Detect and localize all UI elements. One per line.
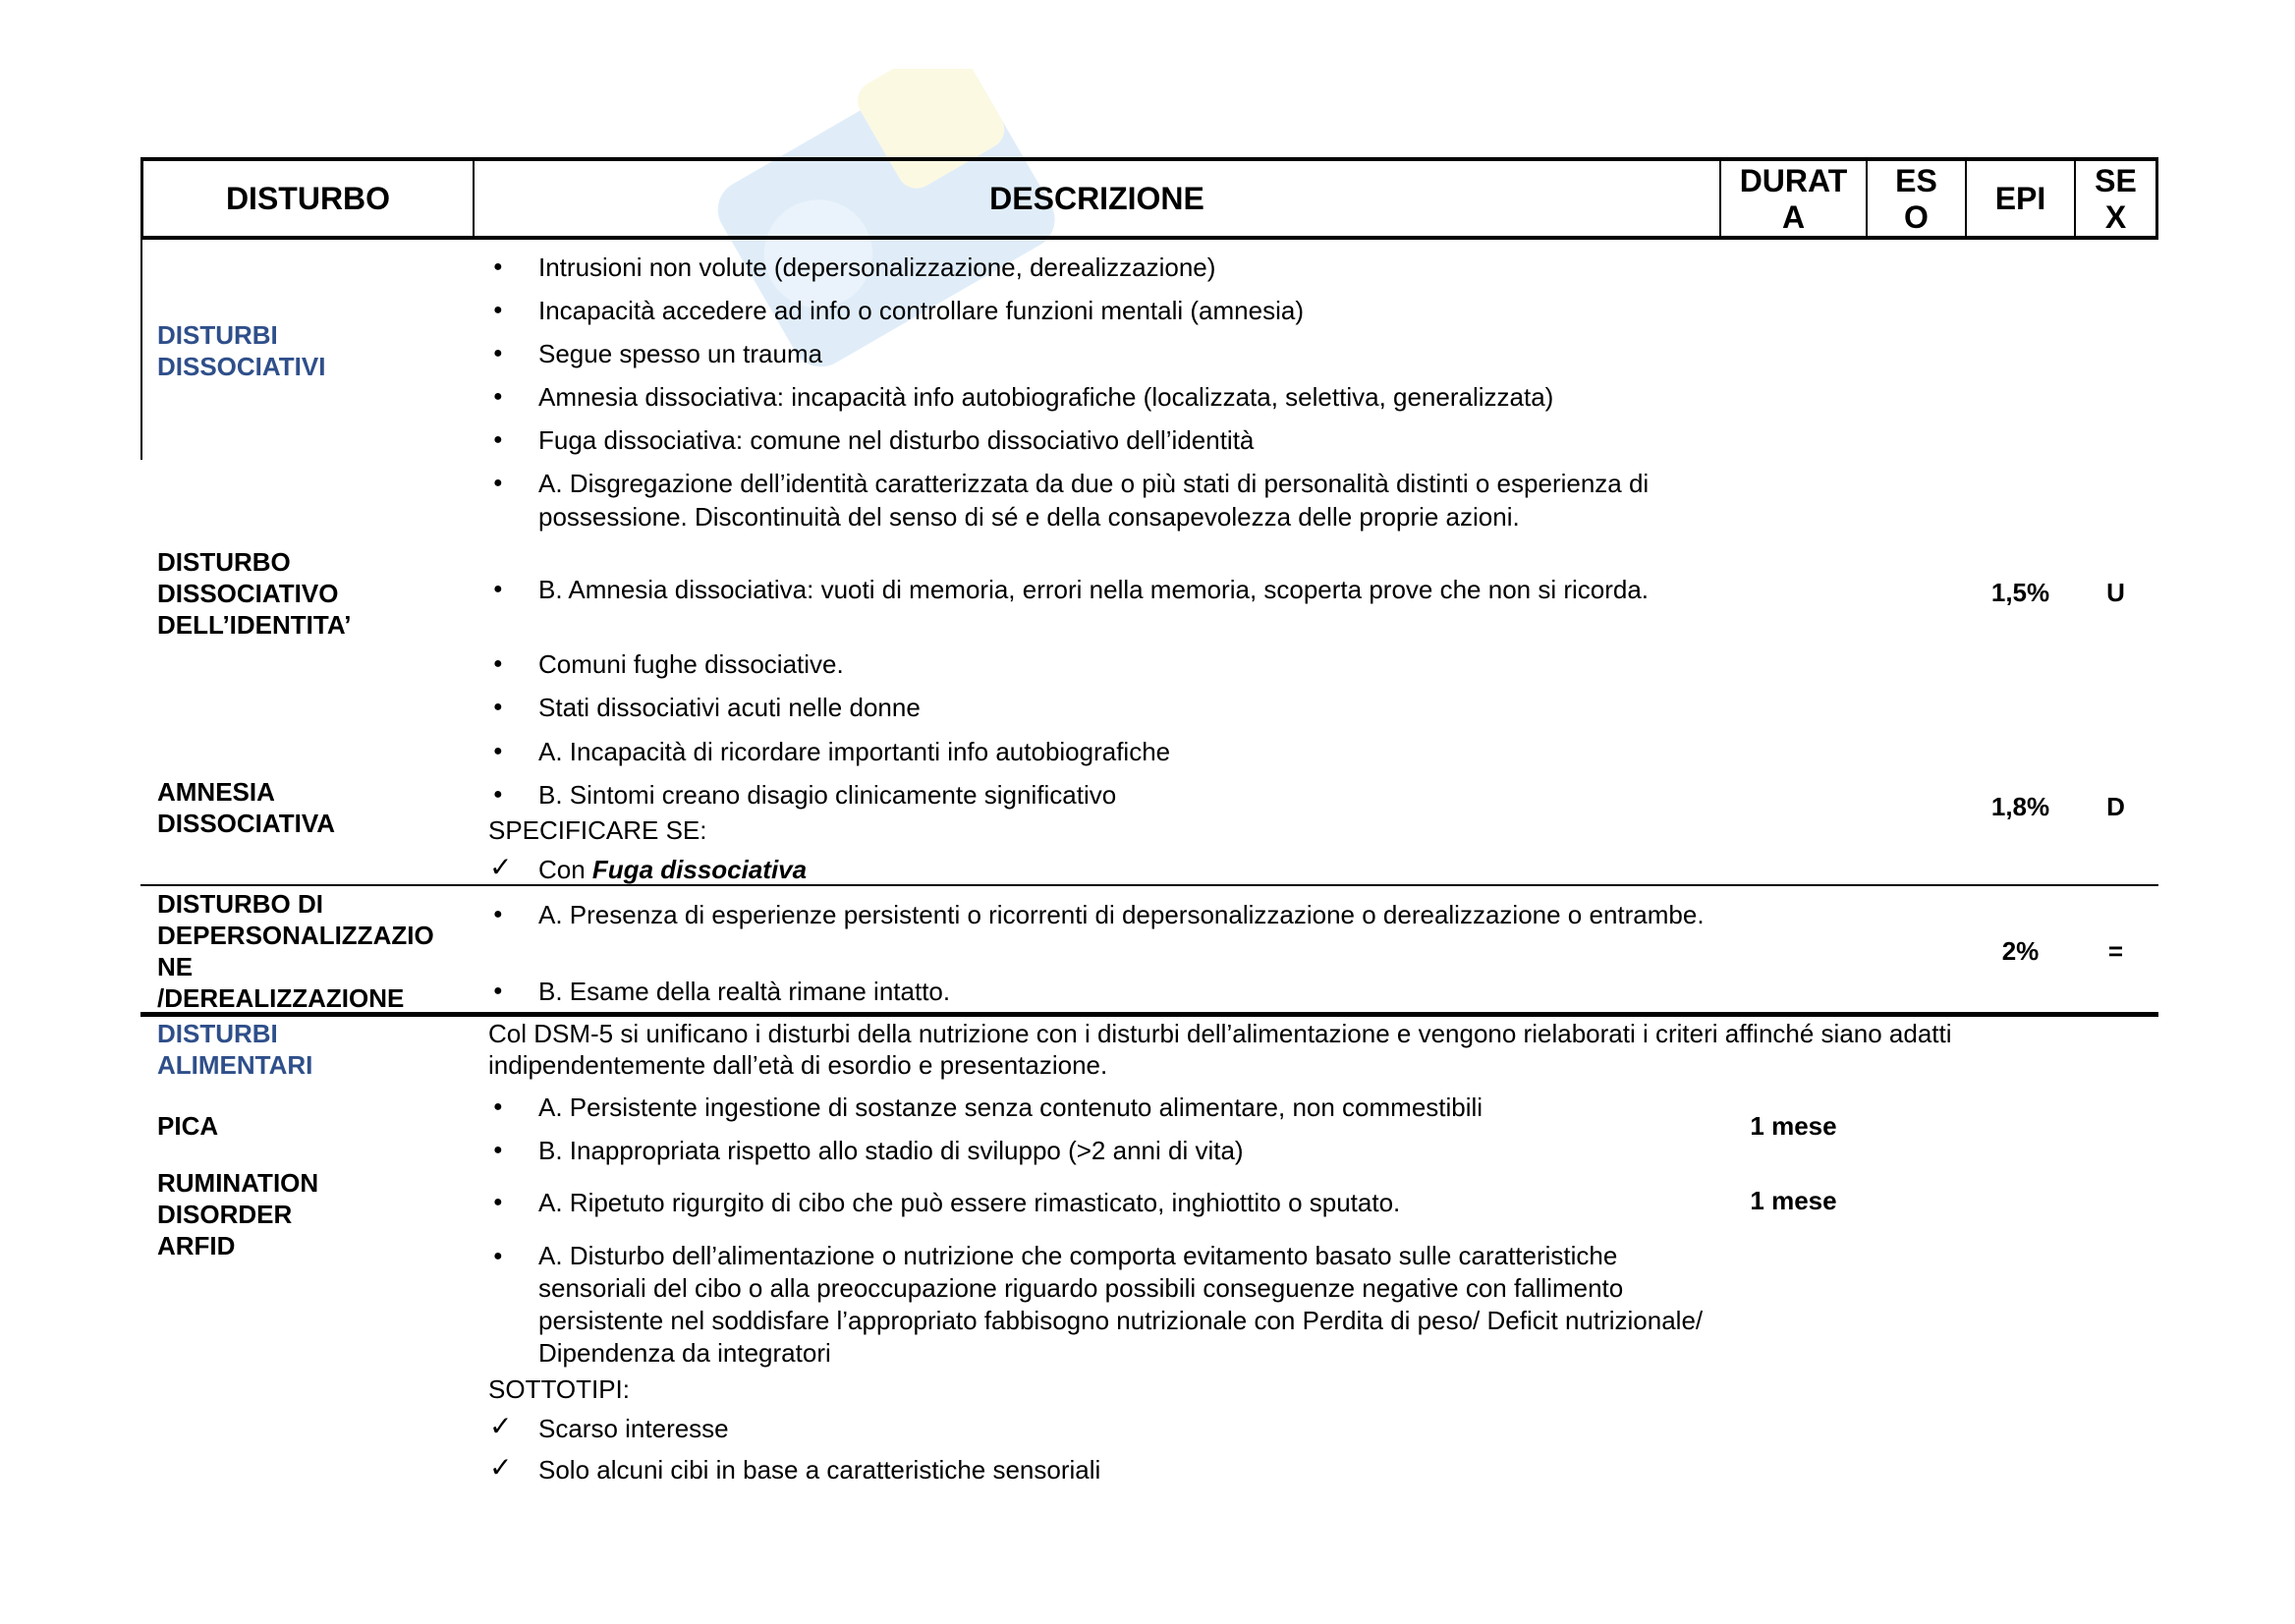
first-row-left-border [140, 240, 142, 460]
header-right-border [2155, 157, 2158, 240]
section-title-pica: PICA [157, 1111, 219, 1141]
sex-value-amnesia: D [2106, 792, 2125, 821]
specify-label: SPECIFICARE SE: [488, 815, 707, 845]
sex-value-depersonalizzazione: = [2107, 936, 2124, 966]
row-divider-alimentari [140, 1012, 2158, 1017]
list-item: ● B. Sintomi creano disagio clinicamente significativo [538, 778, 1116, 812]
epi-value-depersonalizzazione: 2% [2001, 936, 2040, 966]
table-top-border [140, 157, 2158, 161]
section-title-arfid: ARFID [157, 1231, 236, 1260]
section-title-alimentari: DISTURBI ALIMENTARI [157, 1019, 313, 1080]
header-esordio: ES O [1895, 163, 1937, 235]
header-epi: EPI [1994, 181, 2046, 216]
header-disturbo: DISTURBO [225, 181, 391, 216]
list-item: ● B. Esame della realtà rimane intatto. [538, 975, 950, 1008]
list-item: ● Fuga dissociativa: comune nel disturbo dissociativo dell’identità [538, 423, 1254, 457]
list-item: ● B. Inappropriata rispetto allo stadio di sviluppo (>2 anni di vita) [538, 1134, 1244, 1167]
list-item: ● A. Presenza di esperienze persistenti o ricorrenti di depersonalizzazione o derealizzazione o entrambe. [538, 897, 1717, 932]
list-item: ● A. Disturbo dell’alimentazione o nutrizione che comporta evitamento basato sulle caratteristiche sensoriali del cibo o alla preoccupazione riguardo possibili conseguenze negative con fallimento persistente nel soddisfare l’appropriato fabbisogno nutrizionale con Perdita di peso/ Deficit nutrizionale/ Dipendenza da integratori [538, 1240, 1717, 1370]
list-item: ● A. Persistente ingestione di sostanze senza contenuto alimentare, non commestibili [538, 1091, 1483, 1124]
section-title-amnesia: AMNESIA DISSOCIATIVA [157, 777, 336, 838]
list-item: ● B. Amnesia dissociativa: vuoti di memoria, errori nella memoria, scoperta prove che non si ricorda. [538, 573, 1717, 606]
list-item: ● Comuni fughe dissociative. [538, 647, 844, 681]
section-title-rumination: RUMINATION DISORDER [157, 1168, 319, 1229]
alimentari-intro: Col DSM-5 si unificano i disturbi della nutrizione con i disturbi dell’alimentazione e vengono rielaborati i criteri affinché siano adatti indipendentemente dall’età di esordio e presentazione. [488, 1019, 1952, 1080]
check-item-fuga: ✓ Con Fuga dissociativa [538, 853, 807, 886]
durata-value-pica: 1 mese [1750, 1111, 1837, 1141]
list-item: ● A. Incapacità di ricordare importanti info autobiografiche [538, 735, 1170, 768]
list-item: ● Intrusioni non volute (depersonalizzazione, derealizzazione) [538, 251, 1215, 284]
epi-value-amnesia: 1,8% [1990, 792, 2050, 821]
list-item: ● Amnesia dissociativa: incapacità info autobiografiche (localizzata, selettiva, generalizzata) [538, 380, 1553, 414]
header-sex: SE X [2095, 163, 2137, 235]
list-item: ● A. Disgregazione dell’identità caratterizzata da due o più stati di personalità distinti o esperienza di possessione. Discontinuità del senso di sé e della consapevolezza delle proprie azioni. [538, 467, 1717, 533]
row-divider-depersonalizzazione [140, 884, 2158, 886]
section-title-depersonalizzazione: DISTURBO DI DEPERSONALIZZAZIO NE /DEREALIZZAZIONE [157, 889, 434, 1013]
check-item-subtype: ✓ Solo alcuni cibi in base a caratteristiche sensoriali [538, 1453, 1100, 1486]
durata-value-rumination: 1 mese [1750, 1186, 1837, 1215]
list-item: ● Incapacità accedere ad info o controllare funzioni mentali (amnesia) [538, 294, 1304, 327]
list-item: ● Segue spesso un trauma [538, 337, 822, 370]
header-descrizione: DESCRIZIONE [989, 181, 1204, 216]
header-durata: DURAT A [1739, 163, 1848, 235]
section-title-identita: DISTURBO DISSOCIATIVO DELL’IDENTITA’ [157, 547, 352, 640]
check-item-subtype: ✓ Scarso interesse [538, 1412, 729, 1445]
list-item: ● A. Ripetuto rigurgito di cibo che può essere rimasticato, inghiottito o sputato. [538, 1186, 1400, 1219]
epi-value-identita: 1,5% [1990, 578, 2050, 607]
list-item: ● Stati dissociativi acuti nelle donne [538, 691, 921, 724]
section-title-dissociativi: DISTURBI DISSOCIATIVI [157, 320, 326, 381]
sex-value-identita: U [2106, 578, 2125, 607]
subtypes-label: SOTTOTIPI: [488, 1374, 630, 1404]
table-header-bottom-border [140, 236, 2158, 240]
